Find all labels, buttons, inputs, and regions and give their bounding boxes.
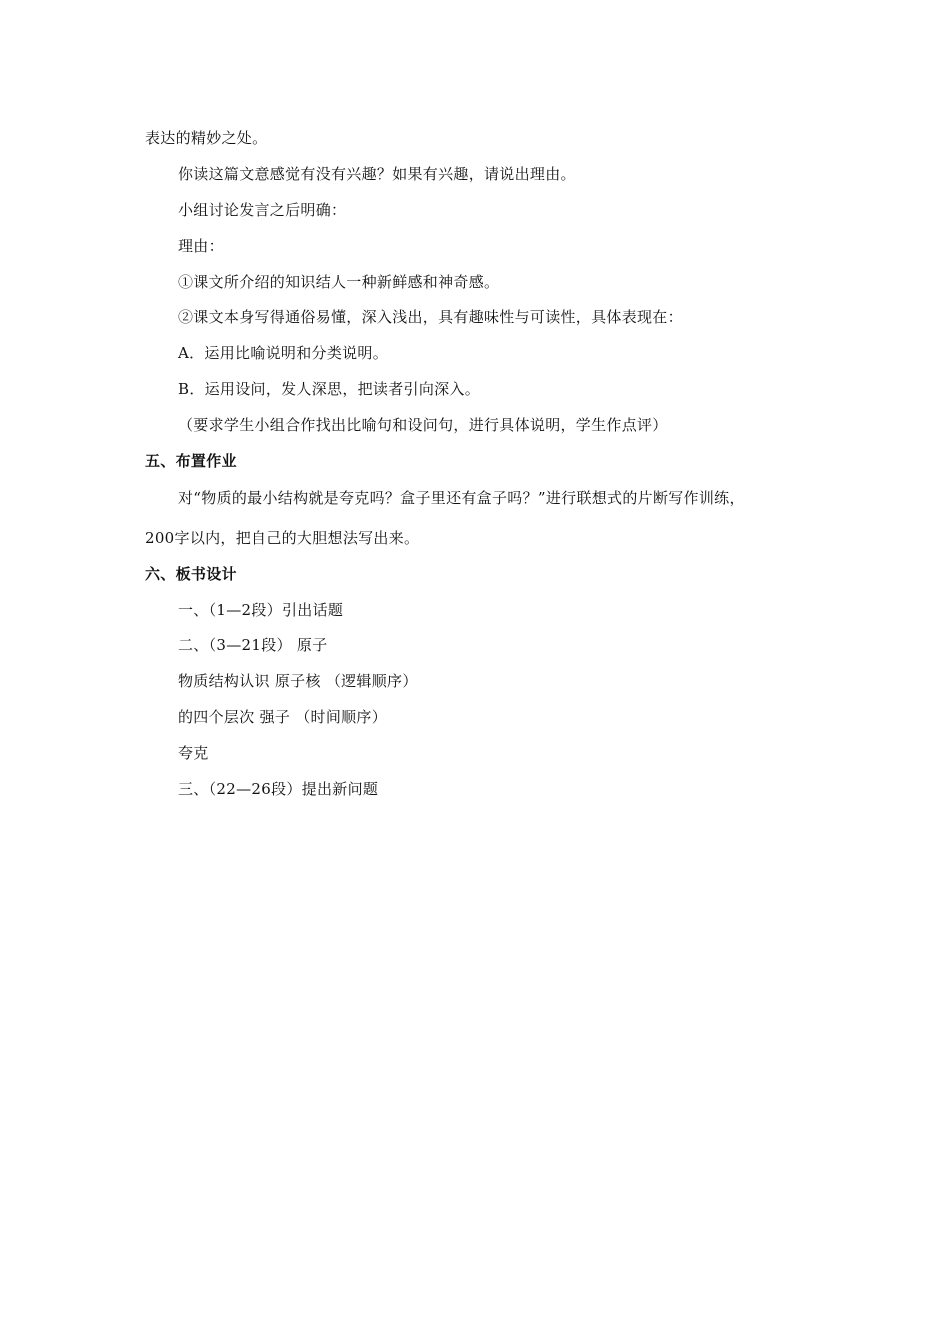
section-5-paragraph-line-2: 200字以内，把自己的大胆想法写出来。 [145,529,420,547]
board-item-1: 一、（1—2段）引出话题 [178,601,344,619]
text-line-4: 理由： [178,237,224,255]
text-line-2: 你读这篇文意感觉有没有兴趣？如果有兴趣，请说出理由。 [178,165,576,183]
section-6-heading: 六、板书设计 [145,565,237,583]
section-5-heading: 五、布置作业 [145,452,237,470]
text-line-5: ①课文所介绍的知识结人一种新鲜感和神奇感。 [178,273,500,291]
board-item-2: 二、（3—21段） 原子 [178,636,328,654]
text-line-3: 小组讨论发言之后明确： [178,201,347,219]
board-item-4: 的四个层次 强子 （时间顺序） [178,708,388,726]
text-line-6: ②课文本身写得通俗易懂，深入浅出，具有趣味性与可读性，具体表现在： [178,308,683,326]
board-item-5: 夸克 [178,744,209,762]
text-line-1: 表达的精妙之处。 [145,129,268,147]
section-5-paragraph-line-1: 对“物质的最小结构就是夸克吗？盒子里还有盒子吗？”进行联想式的片断写作训练， [178,489,745,507]
text-line-8: B．运用设问，发人深思，把读者引向深入。 [178,380,481,398]
board-item-3: 物质结构认识 原子核 （逻辑顺序） [178,672,418,690]
board-item-6: 三、（22—26段）提出新问题 [178,780,379,798]
text-line-9: （要求学生小组合作找出比喻句和设问句，进行具体说明，学生作点评） [178,416,668,434]
text-line-7: A．运用比喻说明和分类说明。 [178,344,389,362]
